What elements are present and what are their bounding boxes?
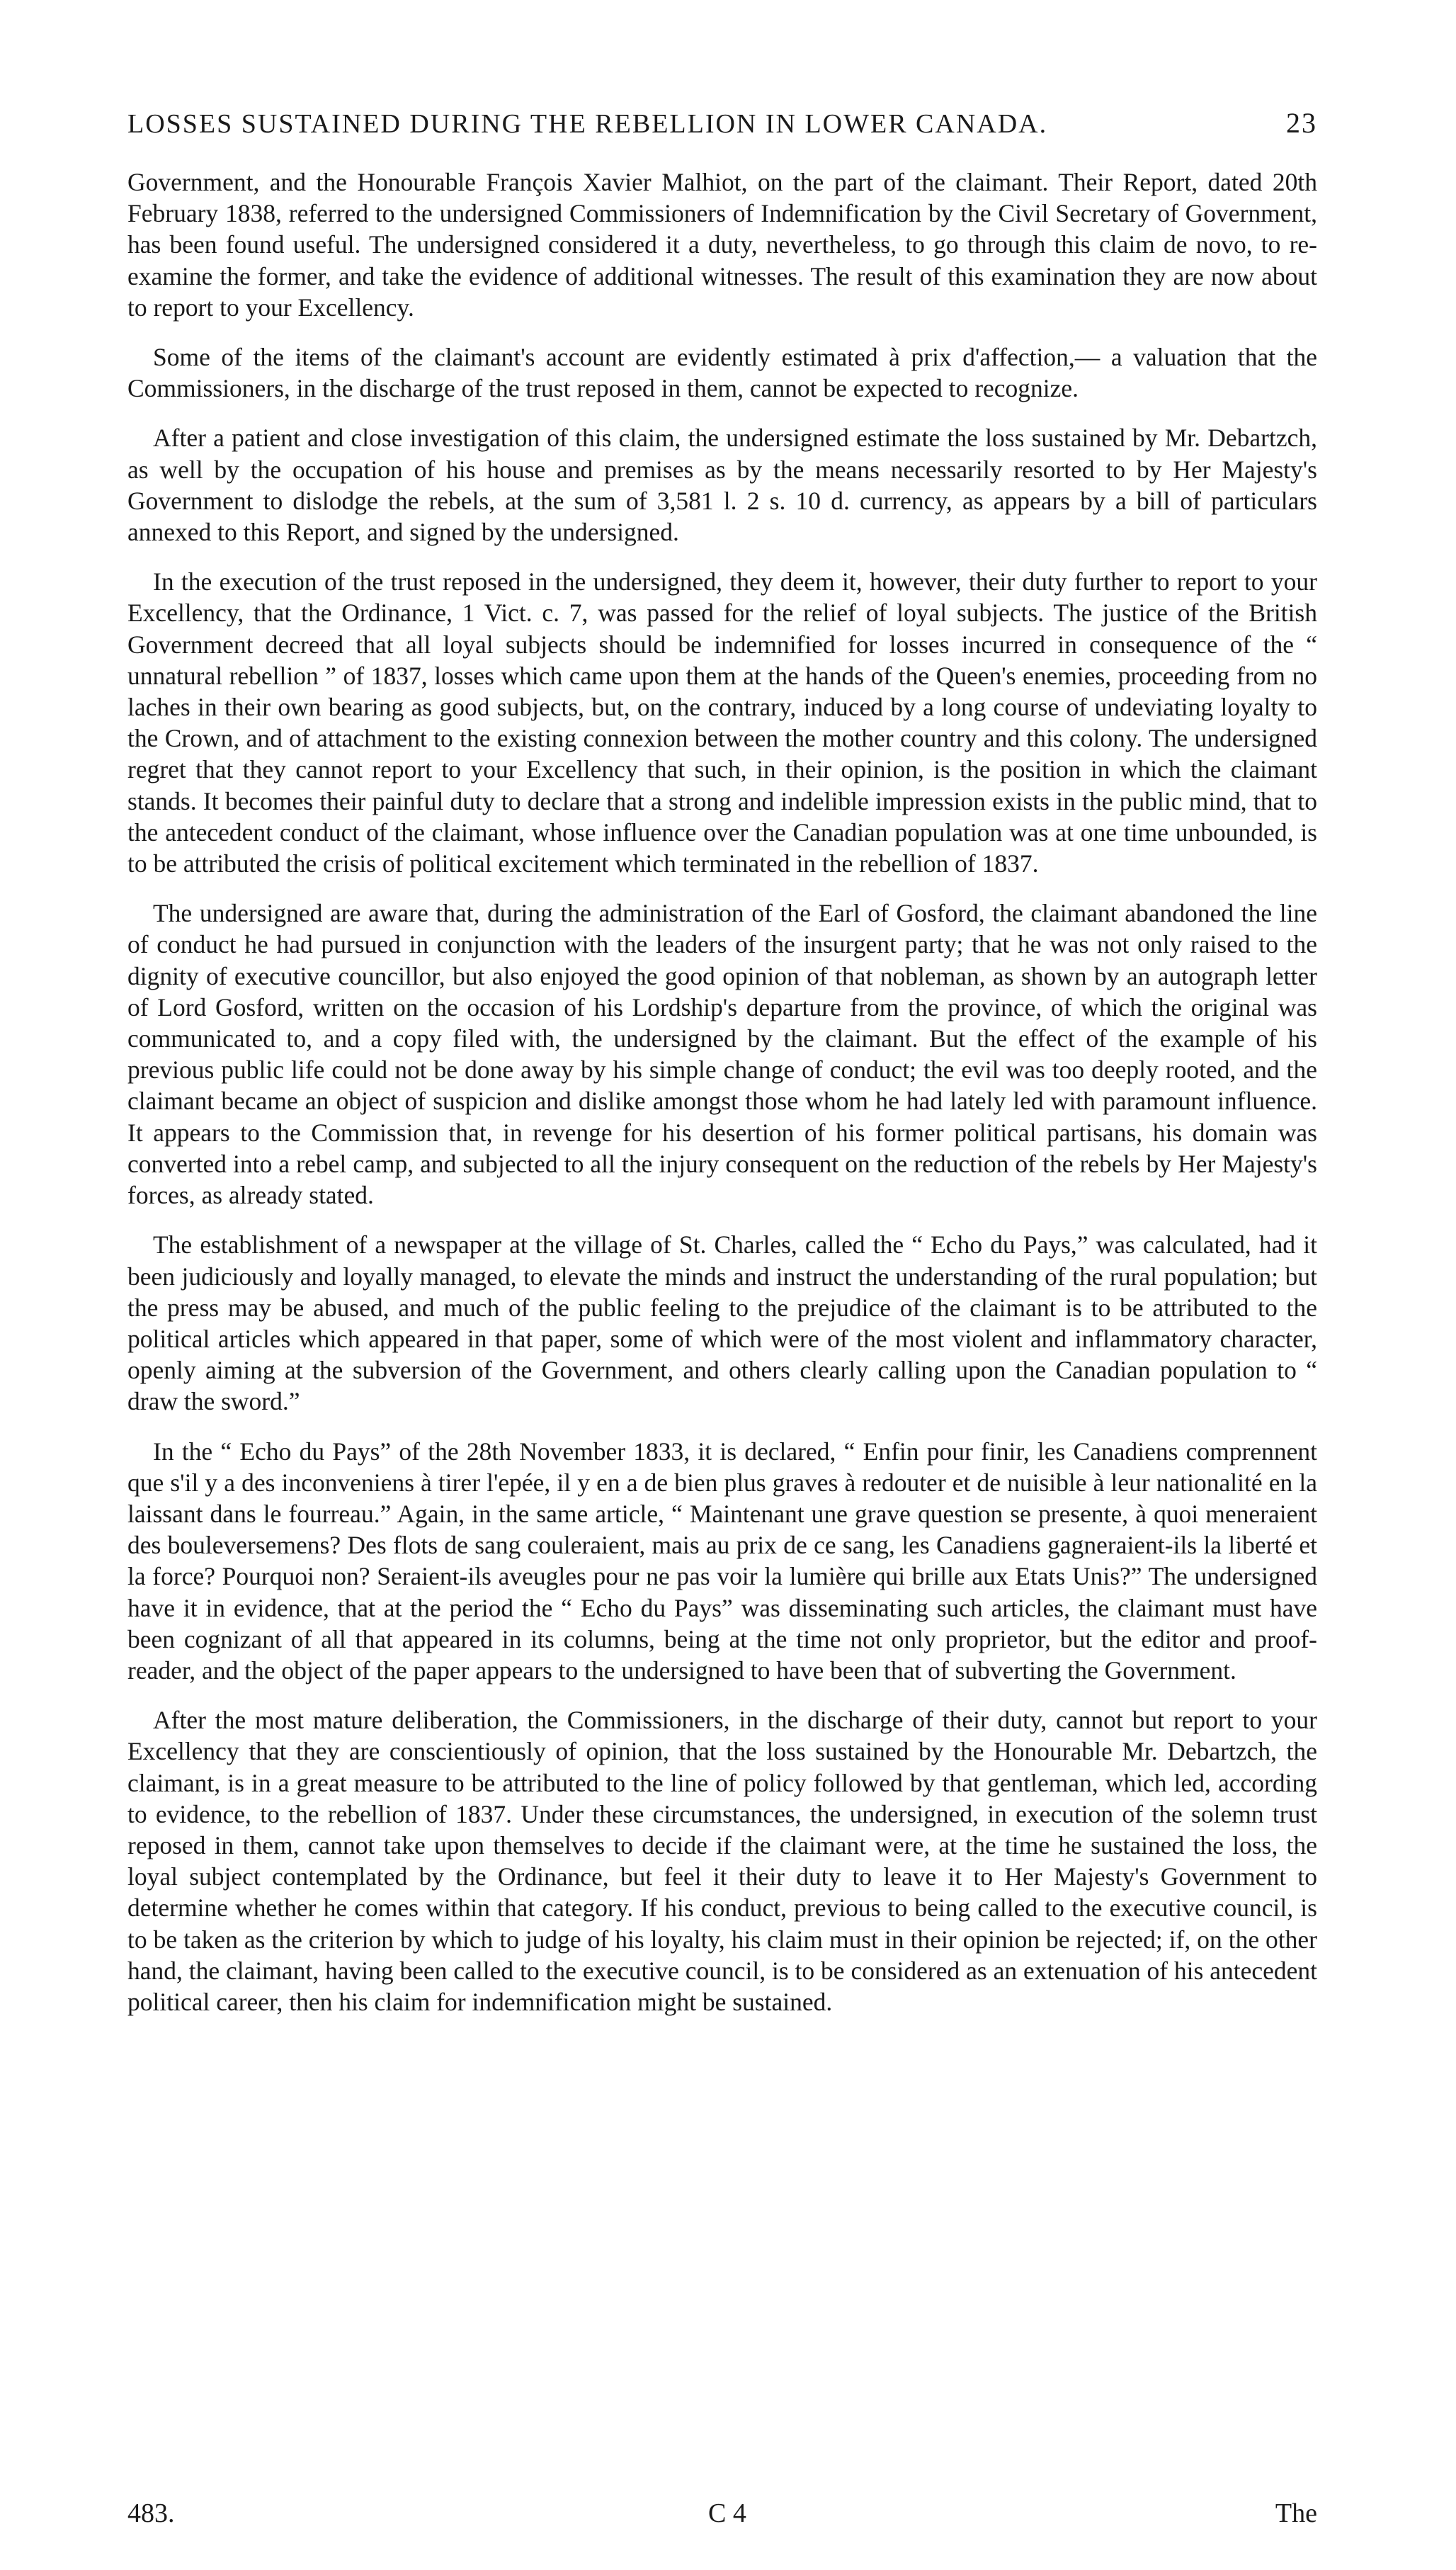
document-page	[127, 106, 1317, 2529]
signature-mark: C 4	[708, 2498, 746, 2528]
document-number: 483.	[127, 2498, 175, 2528]
page-number: 23	[1286, 107, 1317, 139]
page-footer	[127, 2486, 1317, 2529]
paragraph: After a patient and close investigation of this claim, the undersigned estimate the loss sustained by Mr. Debartzch, as well by the occupation of his house and premises as by the means necessarily resorted to by Her Majesty's Government to dislodge the rebels, at the sum of 3,581 l. 2 s. 10 d. currency, as appears by a bill of particulars annexed to this Report, and signed by the undersigned.	[127, 424, 1317, 547]
paragraph: In the execution of the trust reposed in the undersigned, they deem it, however, their duty further to report to your Excellency, that the Ordinance, 1 Vict. c. 7, was passed for the relief of loyal subjects. The justice of the British Government decreed that all loyal subjects should be indemnified for losses incurred in consequence of the “ unnatural rebellion ” of 1837, losses which came upon them at the hands of the Queen's enemies, proceeding from no laches in their own bearing as good subjects, but, on the contrary, induced by a long course of undeviating loyalty to the Crown, and of attachment to the existing connexion between the mother country and this colony. The undersigned regret that they cannot report to your Excellency that such, in their opinion, is the position in which the claimant stands. It becomes their painful duty to declare that a strong and indelible impression exists in the public mind, that to the antecedent conduct of the claimant, whose influence over the Canadian population was at one time unbounded, is to be attributed the crisis of political excitement which terminated in the rebellion of 1837.	[127, 567, 1317, 878]
paragraph: The undersigned are aware that, during the administration of the Earl of Gosford, the claimant abandoned the line of conduct he had pursued in conjunction with the leaders of the insurgent party; that he was not only raised to the dignity of executive councillor, but also enjoyed the good opinion of that nobleman, as shown by an autograph letter of Lord Gosford, written on the occasion of his Lordship's departure from the province, of which the original was communicated to, and a copy filed with, the undersigned by the claimant. But the effect of the example of his previous public life could not be done away by his simple change of conduct; the evil was too deeply rooted, and the claimant became an object of suspicion and dislike amongst those whom he had lately led with paramount influence. It appears to the Commission that, in revenge for his desertion of his former political partisans, his domain was converted into a rebel camp, and subjected to all the injury consequent on the reduction of the rebels by Her Majesty's forces, as already stated.	[127, 899, 1317, 1210]
running-title: LOSSES SUSTAINED DURING THE REBELLION IN LOWER CANADA.	[127, 109, 1048, 139]
paragraph: Some of the items of the claimant's account are evidently estimated à prix d'affection,— a valuation that the Commissioners, in the discharge of the trust reposed in them, cannot be expected to recognize.	[127, 343, 1317, 403]
running-head	[127, 106, 1317, 141]
paragraph: The establishment of a newspaper at the village of St. Charles, called the “ Echo du Pays,” was calculated, had it been judiciously and loyally managed, to elevate the minds and instruct the understanding of the rural population; but the press may be abused, and much of the public feeling to the prejudice of the claimant is to be attributed to the political articles which appeared in that paper, some of which were of the most violent and inflammatory character, openly aiming at the subversion of the Government, and others clearly calling upon the Canadian population to “ draw the sword.”	[127, 1230, 1317, 1416]
paragraph: In the “ Echo du Pays” of the 28th November 1833, it is declared, “ Enfin pour finir, les Canadiens comprennent que s'il y a des inconveniens à tirer l'epée, il y en a de bien plus graves à redouter et de nuisible à leur nationalité en la laissant dans le fourreau.” Again, in the same article, “ Maintenant une grave question se presente, à quoi meneraient des bouleversemens? Des flots de sang couleraient, mais au prix de ce sang, les Canadiens gagneraient-ils la liberté et la force? Pourquoi non? Seraient-ils aveugles pour ne pas voir la lumière qui brille aux Etats Unis?” The undersigned have it in evidence, that at the period the “ Echo du Pays” was disseminating such articles, the claimant must have been cognizant of all that appeared in its columns, being at the time not only proprietor, but the editor and proof-reader, and the object of the paper appears to the undersigned to have been that of subverting the Government.	[127, 1437, 1317, 1685]
catchword: The	[1275, 2498, 1317, 2528]
body-text	[127, 166, 1317, 2017]
paragraph: After the most mature deliberation, the Commissioners, in the discharge of their duty, cannot but report to your Excellency that they are conscientiously of opinion, that the loss sustained by the Honourable Mr. Debartzch, the claimant, is in a great measure to be attributed to the line of policy followed by that gentleman, which led, according to evidence, to the rebellion of 1837. Under these circumstances, the undersigned, in execution of the solemn trust reposed in them, cannot take upon themselves to decide if the claimant were, at the time he sustained the loss, the loyal subject contemplated by the Ordinance, but feel it their duty to leave it to Her Majesty's Government to determine whether he comes within that category. If his conduct, previous to being called to the executive council, is to be taken as the criterion by which to judge of his loyalty, his claim must in their opinion be rejected; if, on the other hand, the claimant, having been called to the executive council, is to be considered as an extenuation of his antecedent political career, then his claim for indemnification might be sustained.	[127, 1706, 1317, 2016]
paragraph: Government, and the Honourable François Xavier Malhiot, on the part of the claimant. Their Report, dated 20th February 1838, referred to the undersigned Commissioners of Indemnification by the Civil Secretary of Government, has been found useful. The undersigned considered it a duty, nevertheless, to go through this claim de novo, to re-examine the former, and take the evidence of additional witnesses. The result of this examination they are now about to report to your Excellency.	[127, 168, 1317, 322]
